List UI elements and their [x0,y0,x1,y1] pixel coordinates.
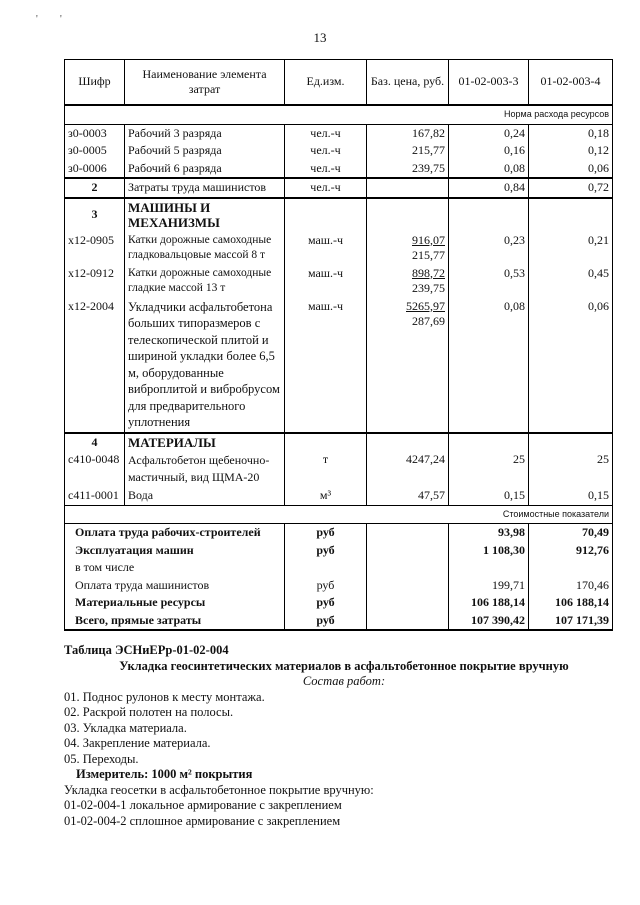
table-row [65,160,613,179]
summary-value-2: 912,76 [529,542,613,560]
summary-value-2: 107 171,39 [529,612,613,631]
section-title: МАШИНЫ И МЕХАНИЗМЫ [125,198,285,232]
work-description: Укладка геосетки в асфальтобетонное покрытие вручную: [64,782,374,797]
header-name: Наименование элемента затрат [125,60,285,106]
row-unit: маш.-ч [285,232,367,265]
summary-value-1: 199,71 [449,577,529,595]
row-value-2: 0,45 [529,265,613,298]
row-code: х12-0912 [65,265,125,298]
row-unit: м³ [285,487,367,505]
table-row [65,298,613,433]
table-row [65,265,613,298]
row-value-1: 25 [449,451,529,487]
scan-mark: ' [60,14,62,25]
summary-value-1: 93,98 [449,524,529,542]
row-unit: т [285,451,367,487]
summary-unit: руб [285,594,367,612]
row-value-1: 0,16 [449,142,529,160]
summary-unit: руб [285,577,367,595]
row-price [367,178,449,198]
section-machines [65,198,613,232]
row-name: Затраты труда машинистов [125,178,285,198]
row-price-operator: 215,77 [412,248,445,262]
summary-value-1: 107 390,42 [449,612,529,631]
row-value-1: 0,23 [449,232,529,265]
step-item: 02. Раскрой полотен на полосы. [64,705,234,719]
table-row [65,232,613,265]
summary-unit: руб [285,612,367,631]
row-price: 239,75 [367,160,449,179]
header-code: Шифр [65,60,125,106]
row-price: 167,82 [367,124,449,142]
summary-name: Оплата труда рабочих-строителей [65,524,285,542]
row-value-1: 0,08 [449,298,529,433]
row-value-1: 0,84 [449,178,529,198]
row-value-2: 0,72 [529,178,613,198]
row-code: 2 [65,178,125,198]
summary-row [65,594,613,612]
section-title: МАТЕРИАЛЫ [125,433,285,452]
scan-mark: ' [36,14,38,25]
subtitle-norms: Норма расхода ресурсов [65,105,613,124]
operators-row [65,178,613,198]
row-code: з0-0006 [65,160,125,179]
summary-value-2: 170,46 [529,577,613,595]
table-header [65,60,613,106]
row-unit: чел.-ч [285,142,367,160]
summary-row [65,524,613,542]
row-value-1: 0,53 [449,265,529,298]
row-name: Катки дорожные самоходные гладковальцовые массой 8 т [125,232,285,265]
row-unit: чел.-ч [285,160,367,179]
section-code: 4 [65,433,125,452]
row-price: 898,72 [412,265,445,280]
row-name: Асфальтобетон щебеночно-мастичный, вид ЩМА-20 [125,451,285,487]
row-name: Укладчики асфальтобетона больших типоразмеров с телескопической плитой и шириной укладки более 6,5 м, оборудованные виброплитой и вибробрусом для предварительного уплотнения [125,298,285,433]
summary-name: Оплата труда машинистов [65,577,285,595]
row-price-operator: 287,69 [412,314,445,328]
norm-item: 01-02-004-2 сплошное армирование с закреплением [64,813,341,828]
summary-unit: руб [285,524,367,542]
row-price: 47,57 [367,487,449,505]
row-code: с411-0001 [65,487,125,505]
header-unit: Ед.изм. [285,60,367,106]
work-composition-label: Состав работ: [302,674,386,688]
row-price: 5265,97 [406,298,445,313]
row-code: з0-0003 [65,124,125,142]
row-code: з0-0005 [65,142,125,160]
step-item: 03. Укладка материала. [64,720,187,735]
row-code: х12-0905 [65,232,125,265]
header-col1: 01-02-003-3 [449,60,529,106]
work-title: Укладка геосинтетических материалов в асфальтобетонное покрытие вручную [119,658,569,673]
row-unit: маш.-ч [285,265,367,298]
summary-value-2: 70,49 [529,524,613,542]
row-value-1: 0,15 [449,487,529,505]
step-item: 04. Закрепление материала. [64,736,211,750]
row-name: Рабочий 6 разряда [125,160,285,179]
resource-table [64,59,613,631]
row-value-2: 0,18 [529,124,613,142]
row-name: Рабочий 3 разряда [125,124,285,142]
row-price: 916,07 [412,232,445,247]
page-number: 13 [313,30,327,45]
table-row [65,142,613,160]
row-value-2: 0,21 [529,232,613,265]
header-col2: 01-02-003-4 [529,60,613,106]
row-value-2: 0,06 [529,160,613,179]
row-price-operator: 239,75 [412,281,445,295]
meter-label: Измеритель: 1000 м² покрытия [76,767,253,781]
summary-row [65,577,613,595]
summary-name: Материальные ресурсы [65,594,285,612]
table-row [65,487,613,505]
row-value-2: 25 [529,451,613,487]
summary-value-2: 106 188,14 [529,594,613,612]
row-unit: чел.-ч [285,178,367,198]
summary-name: Эксплуатация машин [65,542,285,560]
row-value-2: 0,06 [529,298,613,433]
step-item: 05. Переходы. [64,751,139,766]
row-name: Вода [125,487,285,505]
row-price: 4247,24 [367,451,449,487]
step-item: 01. Поднос рулонов к месту монтажа. [64,689,265,704]
row-value-2: 0,15 [529,487,613,505]
row-name: Рабочий 5 разряда [125,142,285,160]
norm-item: 01-02-004-1 локальное армирование с закреплением [64,798,342,812]
summary-row [65,612,613,631]
summary-row [65,559,613,577]
row-value-1: 0,08 [449,160,529,179]
row-value-1: 0,24 [449,124,529,142]
next-table-description [64,643,624,829]
section-code: 3 [65,198,125,232]
row-name: Катки дорожные самоходные гладкие массой 13 т [125,265,285,298]
row-unit: чел.-ч [285,124,367,142]
row-price: 215,77 [367,142,449,160]
table-row [65,124,613,142]
row-code: с410-0048 [65,451,125,487]
summary-unit: руб [285,542,367,560]
summary-value-1: 1 108,30 [449,542,529,560]
table-row [65,451,613,487]
row-value-2: 0,12 [529,142,613,160]
row-unit: маш.-ч [285,298,367,433]
header-price: Баз. цена, руб. [367,60,449,106]
table-title: Таблица ЭСНиЕРр-01-02-004 [64,643,229,657]
summary-value-1: 106 188,14 [449,594,529,612]
summary-row [65,542,613,560]
section-materials [65,433,613,452]
row-code: х12-2004 [65,298,125,433]
summary-name: Всего, прямые затраты [65,612,285,631]
summary-name: в том числе [65,559,285,577]
subtitle-cost: Стоимостные показатели [65,505,613,524]
